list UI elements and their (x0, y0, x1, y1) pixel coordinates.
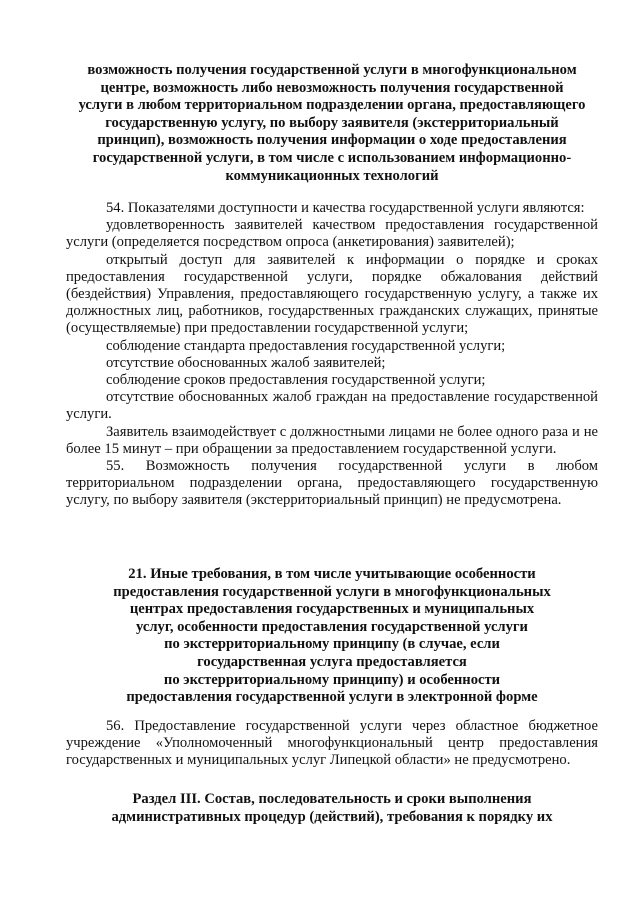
paragraph-item: Заявитель взаимодействует с должностными лицами не более одного раза и не более 15 минут – при обращении за предоставлением государственной услуги. (66, 423, 598, 457)
heading-line: Раздел III. Состав, последовательность и сроки выполнения (132, 791, 532, 807)
heading-line: государственной услуги, в том числе с использованием информационно- (92, 149, 572, 166)
heading-line: услуг, особенности предоставления государственной услуги (136, 618, 528, 635)
paragraph-55: 55. Возможность получения государственной услуги в любом территориальном подразделении органа, предоставляющего государственную услугу, по выбору заявителя (экстерриториальный принцип) не предусмотрена. (66, 458, 598, 509)
body-block-b (66, 718, 598, 770)
heading-line: предоставления государственной услуги в многофункциональных (113, 583, 551, 600)
paragraph-item: удовлетворенность заявителей качеством предоставления государственной услуги (определяется посредством опроса (анкетирования) заявителей); (66, 217, 598, 251)
heading-section-21 (66, 566, 598, 707)
heading-section-3 (66, 791, 598, 826)
paragraph-item: отсутствие обоснованных жалоб граждан на предоставление государственной услуги. (66, 389, 598, 423)
heading-line: по экстерриториальному принципу) и особенности (163, 671, 501, 688)
heading-line: по экстерриториальному принципу (в случае, если (164, 636, 500, 653)
heading-top (66, 62, 598, 185)
heading-line: административных процедур (действий), требования к порядку их (111, 808, 553, 825)
heading-line: 21. Иные требования, в том числе учитывающие особенности (128, 566, 536, 582)
heading-line: центрах предоставления государственных и муниципальных (129, 601, 535, 618)
body-block-a (66, 200, 598, 510)
heading-line: предоставления государственной услуги в электронной форме (126, 689, 538, 706)
heading-line: государственная услуга предоставляется (197, 653, 467, 670)
heading-line: государственную услугу, по выбору заявителя (экстерриториальный (105, 114, 559, 131)
paragraph-54: 54. Показателями доступности и качества государственной услуги являются: (106, 200, 585, 216)
heading-line: услуги в любом территориальном подразделении органа, предоставляющего (78, 97, 586, 114)
heading-line: принцип), возможность получения информации о ходе предоставления (97, 132, 567, 149)
heading-line: центре, возможность либо невозможность получения государственной (100, 79, 564, 96)
paragraph-item: соблюдение стандарта предоставления государственной услуги; (106, 337, 506, 354)
paragraph-item: отсутствие обоснованных жалоб заявителей; (106, 354, 386, 371)
paragraph-item: открытый доступ для заявителей к информации о порядке и сроках предоставления государственной услуги, порядке обжалования действий (бездействия) Управления, предоставляющего государственную услугу, а также их должностных лиц, работников, государственных гражданских служащих, принятые (осуществляемые) при предоставлении государственной услуги; (66, 251, 598, 337)
heading-line: возможность получения государственной услуги в многофункциональном (87, 62, 577, 78)
paragraph-56: 56. Предоставление государственной услуги через областное бюджетное учреждение «Уполномоченный многофункциональный центр предоставления государственных и муниципальных услуг Липецкой области» не предусмотрено. (66, 718, 598, 769)
paragraph-item: соблюдение сроков предоставления государственной услуги; (106, 372, 486, 389)
heading-line: коммуникационных технологий (225, 167, 439, 184)
